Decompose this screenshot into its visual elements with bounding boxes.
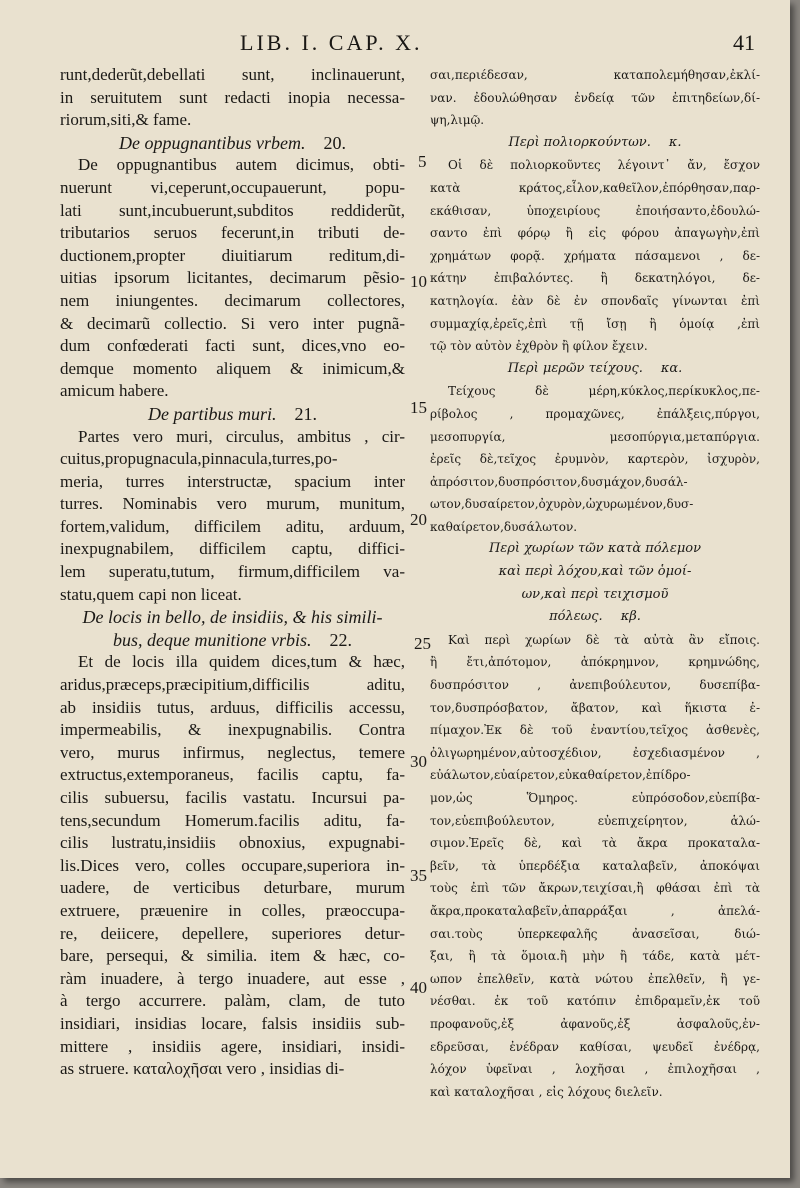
latin-text-line: turres. Nominabis vero murum, munitum,: [60, 494, 405, 514]
greek-text-line: ὀλιγωρημένον,αὐτοσχέδιον, ἐσχεδιασμένον ,: [430, 745, 760, 760]
latin-text-line: ràm inuadere, à tergo inuadere, aut esse ,: [60, 968, 405, 988]
latin-text-line: amicum habere.: [60, 381, 169, 401]
line-number: 35: [410, 866, 427, 885]
latin-text-line: statu,quem capi non liceat.: [60, 584, 242, 604]
line-number: 40: [410, 978, 427, 997]
greek-text-line: εὐάλωτον,εὐαίρετον,εὐκαθαίρετον,ἐπίδρο-: [430, 768, 691, 783]
latin-text-line: riorum,siti,& fame.: [60, 110, 192, 130]
line-number: 30: [410, 752, 427, 771]
greek-text-line: Καὶ περὶ χωρίων δὲ τὰ αὐτὰ ἂν εἴποις.: [448, 632, 760, 647]
greek-text-line: κάτην ἐπιβαλόντες. ἢ δεκατηλόγοι, δε-: [430, 271, 760, 286]
section-number: 20.: [323, 132, 346, 153]
latin-text-line: uadere, de verticibus deturbare, murum: [60, 878, 405, 898]
heading-text: πόλεως.: [549, 609, 603, 625]
greek-text-line: ἄκρα,προκαταλαβεῖν,ἀπαρράξαι , ἀπελά-: [430, 903, 760, 918]
latin-column: [60, 64, 405, 1081]
heading-text: ων,καὶ περὶ τειχισμοῦ: [521, 586, 669, 602]
latin-text-line: nuerunt vi,ceperunt,occupauerunt, popu-: [60, 177, 405, 197]
greek-section-heading: [430, 358, 760, 381]
greek-section-heading: [430, 538, 760, 561]
greek-text-line: σαι,περιέδεσαν, καταπολεμήθησαν,ἐκλί-: [430, 68, 760, 82]
latin-text-line: & decimarũ collectio. Si vero inter pugnã-: [60, 313, 405, 333]
latin-text-line: as struere. καταλοχῆσαι vero , insidias di-: [60, 1059, 345, 1079]
latin-text-line: nem iniungentes. decimarum collectores,: [60, 290, 405, 310]
latin-text-line: cilis subuersu, facilis vastatu. Incursui pa-: [60, 788, 405, 807]
greek-text-line: κατὰ κράτος,εἷλον,καθεῖλον,ἐπόρθησαν,παρ-: [430, 180, 760, 195]
latin-text-line: impermeabilis, & inexpugnabilis. Contra: [60, 720, 405, 740]
greek-text-line: σιμον.Ἐρεῖς δὲ, καὶ τὰ ἄκρα προκαταλα-: [430, 836, 760, 851]
latin-text-line: tens,secundum Homerum.facilis aditu, fa-: [60, 810, 405, 830]
latin-text-line: meria, turres interstructæ, spacium inter: [60, 471, 405, 491]
greek-section-heading: [430, 561, 760, 584]
greek-text-line: σαντο ἐπὶ φόρῳ ἢ εἰς φόρου ἀπαγωγὴν,ἐπὶ: [430, 226, 760, 241]
latin-text-line: lati sunt,incubuerunt,subditos reddiderũt,: [60, 200, 405, 220]
latin-text-line: Partes vero muri, circulus, ambitus , cir-: [78, 426, 405, 446]
latin-text-line: demque momento aliquem & inimicum,&: [60, 358, 405, 378]
greek-text-line: εκάθισαν, ὑποχειρίους ἐποιήσαντο,ἐδουλώ-: [430, 203, 760, 218]
latin-text-line: tributarios seruos fecerunt,in tributi de-: [60, 223, 405, 243]
page-number: 41: [733, 30, 755, 55]
heading-text: Περὶ πολιορκούντων.: [508, 134, 651, 150]
line-number: 5: [418, 152, 427, 171]
greek-text-line: δυσπρόσιτον , ἀνεπιβούλευτον, δυσεπίβα-: [430, 678, 760, 693]
latin-text-line: lem superatu,tutum, firmum,difficilem va-: [60, 562, 405, 582]
latin-text-line: insidiari, insidias locare, falsis insidiis sub-: [60, 1013, 405, 1033]
latin-text-line: re, deiicere, depellere, superiores detur-: [60, 923, 405, 943]
latin-text-line: Et de locis illa quidem dices,tum & hæc,: [78, 652, 405, 672]
greek-text-line: κατηλογία. ἐὰν δὲ ἐν σπονδαῖς γίνωνται ἐπὶ: [430, 293, 760, 308]
latin-text-line: extructus,extemporaneus, facilis captu, fa-: [60, 765, 405, 785]
greek-text-line: προφανοῦς,ἐξ ἀφανοῦς,ἐξ ἀσφαλοῦς,ἐν-: [430, 1016, 760, 1031]
greek-text-line: τοὺς ἐπὶ τῶν ἄκρων,τειχίσαι,ἢ φθάσαι ἐπὶ τὰ: [430, 881, 760, 896]
latin-text-line: fortem,validum, difficilem aditu, arduum,: [60, 516, 405, 536]
latin-text-line: lis.Dices vero, colles occupare,superiora in-: [60, 855, 405, 875]
greek-text-line: Τείχους δὲ μέρη,κύκλος,περίκυκλος,πε-: [448, 384, 760, 399]
greek-text-line: καθαίρετον,δυσάλωτον.: [430, 519, 578, 534]
latin-text-line: runt,dederũt,debellati sunt, inclinauerunt,: [60, 65, 405, 84]
heading-text: Περὶ μερῶν τείχους.: [507, 360, 643, 376]
greek-text-line: συμμαχίᾳ,ἐρεῖς,ἐπὶ τῇ ἴσῃ ἢ ὁμοίᾳ ,ἐπὶ: [430, 316, 760, 331]
latin-section-heading: [60, 606, 405, 629]
section-number: κα.: [660, 360, 683, 376]
heading-text: De partibus muri.: [147, 403, 277, 424]
heading-text: καὶ περὶ λόχου,καὶ τῶν ὁμοί-: [498, 564, 692, 580]
greek-text-line: σαι.τοὺς ὑπερκεφαλῆς ἀνασεῖσαι, διώ-: [430, 926, 760, 941]
line-number: 20: [410, 510, 427, 529]
latin-section-heading: [60, 132, 405, 155]
latin-text-line: De oppugnantibus autem dicimus, obti-: [78, 155, 405, 175]
greek-text-line: ναν. ἐδουλώθησαν ἐνδείᾳ τῶν ἐπιτηδείων,δί-: [430, 90, 760, 105]
greek-text-line: ψη,λιμῷ.: [430, 113, 485, 128]
section-number: 22.: [329, 629, 352, 650]
greek-text-line: ωπον ἐπελθεῖν, κατὰ νώτου ἐπελθεῖν, ἢ γε-: [430, 971, 760, 986]
latin-text-line: bare, persequi, & similia. item & hæc, co-: [60, 946, 405, 966]
latin-text-line: à tergo accurrere. palàm, clam, de tuto: [60, 991, 405, 1011]
latin-text-line: ab insidiis tutus, arduus, difficilis accessu,: [60, 697, 405, 717]
section-number: κ.: [668, 134, 682, 150]
line-number: 15: [410, 398, 427, 417]
greek-column: [430, 64, 760, 1103]
line-number: 25: [414, 634, 431, 653]
greek-text-line: ἢ ἔτι,ἀπότομον, ἀπόκρημνον, κρημνώδης,: [430, 655, 760, 670]
latin-text-line: cilis lustratu,insidiis obnoxius, expugnabi-: [60, 833, 405, 853]
latin-text-line: ductionem,propter diuitiarum reditum,di-: [60, 245, 405, 265]
greek-text-line: τῷ τὸν αὐτὸν ἐχθρὸν ἢ φίλον ἔχειν.: [430, 339, 648, 354]
latin-text-line: extruere, præuenire in colles, præoccupa-: [60, 900, 405, 920]
greek-text-line: μεσοπυργία, μεσοπύργια,μεταπύργια.: [430, 429, 760, 444]
latin-section-heading: [60, 629, 405, 652]
greek-text-line: ρίβολος , προμαχῶνες, ἐπάλξεις,πύργοι,: [430, 406, 760, 421]
latin-text-line: inexpugnabilem, difficilem captu, diffici-: [60, 539, 405, 559]
latin-text-line: aridus,præceps,præcipitium,difficilis aditu,: [60, 675, 405, 695]
greek-text-line: ξαι, ἢ τὰ ὅμοια.ἢ μὴν ἢ τάδε, κατὰ μέτ-: [430, 949, 760, 964]
greek-text-line: ἐρεῖς δὲ,τεῖχος ἐρυμνὸν, καρτερὸν, ἰσχυρὸν,: [430, 452, 760, 467]
greek-text-line: ἀπρόσιτον,δυσπρόσιτον,δυσμάχον,δυσάλ-: [430, 474, 688, 489]
heading-text: Περὶ χωρίων τῶν κατὰ πόλεμον: [488, 541, 702, 557]
heading-text: De locis in bello, de insidiis, & his simili-: [82, 607, 383, 628]
latin-text-line: vero, murus infirmus, neglectus, temere: [60, 742, 405, 762]
latin-text-line: mittere , insidiis agere, insidiari, insidi-: [60, 1036, 405, 1056]
greek-text-line: πίμαχον.Ἐκ δὲ τοῦ ἐναντίου,τεῖχος ἀσθενὲς,: [430, 723, 760, 738]
greek-text-line: καὶ καταλοχῆσαι , εἰς λόχους διελεῖν.: [430, 1084, 663, 1099]
greek-text-line: χρημάτων φορᾷ. χρήματα πάσαμενοι , δε-: [430, 248, 760, 263]
greek-text-line: τον,δυσπρόσβατον, ἄβατον, καὶ ἥκιστα ἐ-: [430, 700, 760, 715]
section-number: κβ.: [620, 609, 641, 625]
greek-section-heading: [430, 606, 760, 629]
greek-text-line: εδρεῦσαι, ἐνέδραν καθίσαι, ψευδεῖ ἐνέδρᾳ,: [430, 1039, 760, 1054]
greek-text-line: μον,ὡς Ὅμηρος. εὐπρόσοδον,εὐεπίβα-: [430, 791, 760, 805]
latin-section-heading: [60, 403, 405, 426]
section-number: 21.: [294, 403, 317, 424]
greek-text-line: νέσθαι. ἐκ τοῦ κατόπιν ἐπιδραμεῖν,ἐκ τοῦ: [430, 994, 760, 1009]
greek-section-heading: [430, 584, 760, 607]
heading-text: bus, deque munitione vrbis.: [113, 629, 312, 650]
greek-section-heading: [430, 132, 760, 155]
heading-text: De oppugnantibus vrbem.: [119, 132, 306, 153]
latin-text-line: cuitus,propugnacula,pinnacula,turres,po-: [60, 449, 338, 469]
running-title: LIB. I. CAP. X.: [240, 30, 423, 55]
latin-text-line: dum confœderati facti sunt, dices,vno eo-: [60, 336, 405, 356]
greek-text-line: Οἱ δὲ πολιορκοῦντες λέγοιντ᾽ ἄν, ἔσχον: [448, 158, 760, 173]
latin-text-line: uitias ipsorum licitantes, decimarum pẽsio-: [60, 268, 405, 288]
line-number: 10: [410, 272, 427, 291]
greek-text-line: ωτον,δυσαίρετον,ὀχυρὸν,ὠχυρωμένον,δυσ-: [430, 497, 694, 512]
greek-text-line: λόχον ὑφεῖναι , λοχῆσαι , ἐπιλοχῆσαι ,: [430, 1062, 760, 1077]
greek-text-line: βεῖν, τὰ ὑπερδέξια καταλαβεῖν, ἀποκόψαι: [430, 858, 760, 873]
latin-text-line: in seruitutem sunt redacti inopia necessa-: [60, 87, 405, 107]
greek-text-line: τον,εὐεπιβούλευτον, εὐεπιχείρητον, ἁλώ-: [430, 813, 760, 828]
